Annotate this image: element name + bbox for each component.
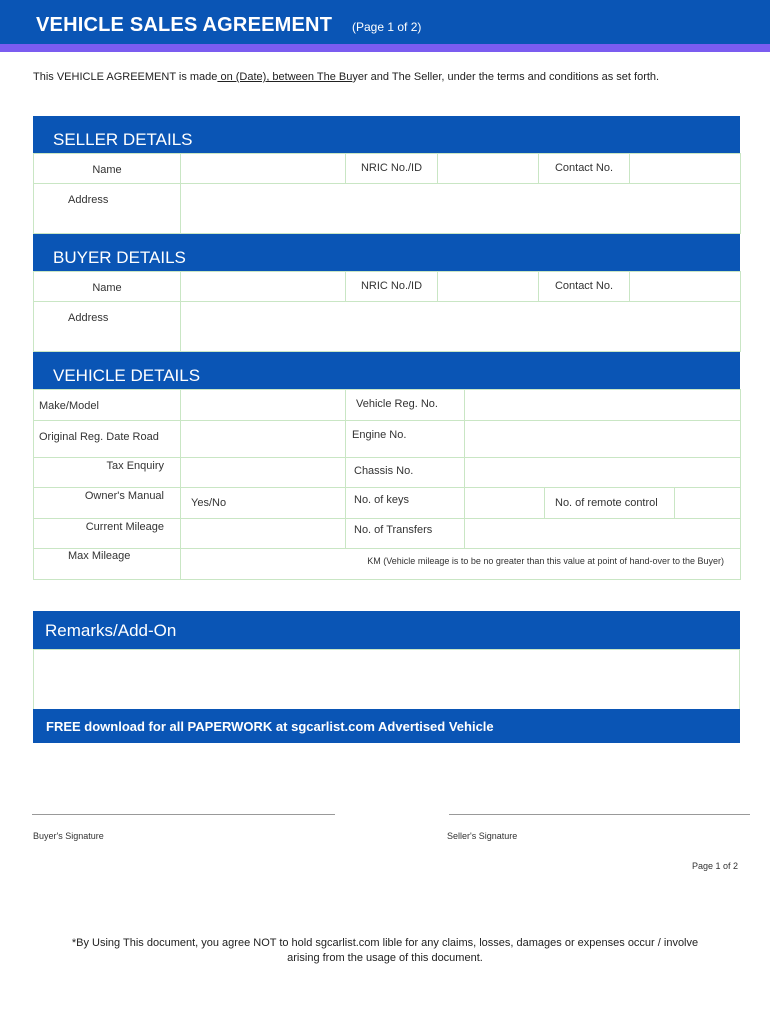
- max-mileage-field[interactable]: KM (Vehicle mileage is to be no greater than this value at point of hand-over to the Buyer): [181, 549, 741, 580]
- remote-control-label: No. of remote control: [545, 488, 675, 519]
- make-model-label: Make/Model: [34, 390, 181, 421]
- buyer-table: [33, 271, 741, 352]
- seller-nric-field[interactable]: [438, 154, 539, 184]
- seller-section-title: SELLER DETAILS: [53, 130, 193, 149]
- disclaimer-line-1: *By Using This document, you agree NOT to hold sgcarlist.com lible for any claims, losses, damages or expenses occur / involve: [71, 937, 699, 949]
- buyer-name-label: Name: [34, 272, 181, 302]
- buyer-contact-field[interactable]: [630, 272, 741, 302]
- disclaimer-line-2: arising from the usage of this document.: [287, 952, 483, 964]
- remote-control-field[interactable]: [675, 488, 741, 519]
- intro-text-1: This VEHICLE AGREEMENT is made: [33, 71, 218, 83]
- seller-signature-label: Seller's Signature: [447, 831, 518, 841]
- engine-no-field[interactable]: [465, 421, 741, 458]
- buyer-nric-label: NRIC No./ID: [346, 272, 438, 302]
- current-mileage-label: Current Mileage: [34, 519, 181, 549]
- vehicle-section-header: [33, 352, 740, 390]
- buyer-signature-label: Buyer's Signature: [33, 831, 104, 841]
- owners-manual-label: Owner's Manual: [34, 488, 181, 519]
- remarks-field[interactable]: [33, 649, 740, 710]
- original-reg-label: Original Reg. Date Road: [34, 421, 181, 458]
- document-title: VEHICLE SALES AGREEMENT: [36, 14, 333, 36]
- seller-contact-label: Contact No.: [539, 154, 630, 184]
- transfers-field[interactable]: [465, 519, 741, 549]
- chassis-no-field[interactable]: [465, 458, 741, 488]
- buyer-address-field[interactable]: [181, 302, 741, 352]
- intro-text-2: on (Date), between The Bu: [217, 71, 353, 83]
- buyer-address-label: Address: [34, 302, 181, 352]
- keys-field[interactable]: [465, 488, 545, 519]
- page-indicator: (Page 1 of 2): [352, 20, 422, 34]
- max-mileage-label: Max Mileage: [34, 549, 181, 580]
- buyer-name-field[interactable]: [181, 272, 346, 302]
- seller-table: [33, 153, 741, 234]
- intro-paragraph: [33, 70, 693, 85]
- tax-enquiry-label: Tax Enquiry: [34, 458, 181, 488]
- promo-banner: [33, 709, 740, 743]
- buyer-nric-field[interactable]: [438, 272, 539, 302]
- buyer-section-title: BUYER DETAILS: [53, 248, 186, 267]
- transfers-label: No. of Transfers: [346, 519, 465, 549]
- original-reg-field[interactable]: [181, 421, 346, 458]
- remarks-section-header: [33, 611, 740, 649]
- page-number: Page 1 of 2: [691, 861, 738, 871]
- disclaimer: [0, 936, 770, 966]
- seller-address-field[interactable]: [181, 184, 741, 234]
- buyer-contact-label: Contact No.: [539, 272, 630, 302]
- chassis-no-label: Chassis No.: [346, 458, 465, 488]
- seller-signature-line[interactable]: [449, 814, 750, 815]
- buyer-section-header: [33, 234, 740, 272]
- promo-text: FREE download for all PAPERWORK at sgcarlist.com Advertised Vehicle: [46, 719, 494, 734]
- current-mileage-field[interactable]: [181, 519, 346, 549]
- seller-nric-label: NRIC No./ID: [346, 154, 438, 184]
- remarks-section-title: Remarks/Add-On: [45, 621, 177, 640]
- intro-text-3: yer and The Seller, under the terms and conditions as set forth.: [352, 71, 660, 83]
- make-model-field[interactable]: [181, 390, 346, 421]
- header-accent-stripe: [0, 44, 770, 52]
- seller-address-label: Address: [34, 184, 181, 234]
- seller-name-field[interactable]: [181, 154, 346, 184]
- vehicle-reg-field[interactable]: [465, 390, 741, 421]
- vehicle-reg-label: Vehicle Reg. No.: [346, 390, 465, 421]
- vehicle-table: [33, 389, 741, 580]
- seller-name-label: Name: [34, 154, 181, 184]
- tax-enquiry-field[interactable]: [181, 458, 346, 488]
- owners-manual-field[interactable]: Yes/No: [181, 488, 346, 519]
- keys-label: No. of keys: [346, 488, 465, 519]
- buyer-signature-line[interactable]: [32, 814, 335, 815]
- seller-contact-field[interactable]: [630, 154, 741, 184]
- engine-no-label: Engine No.: [346, 421, 465, 458]
- vehicle-section-title: VEHICLE DETAILS: [53, 366, 201, 385]
- seller-section-header: [33, 116, 740, 154]
